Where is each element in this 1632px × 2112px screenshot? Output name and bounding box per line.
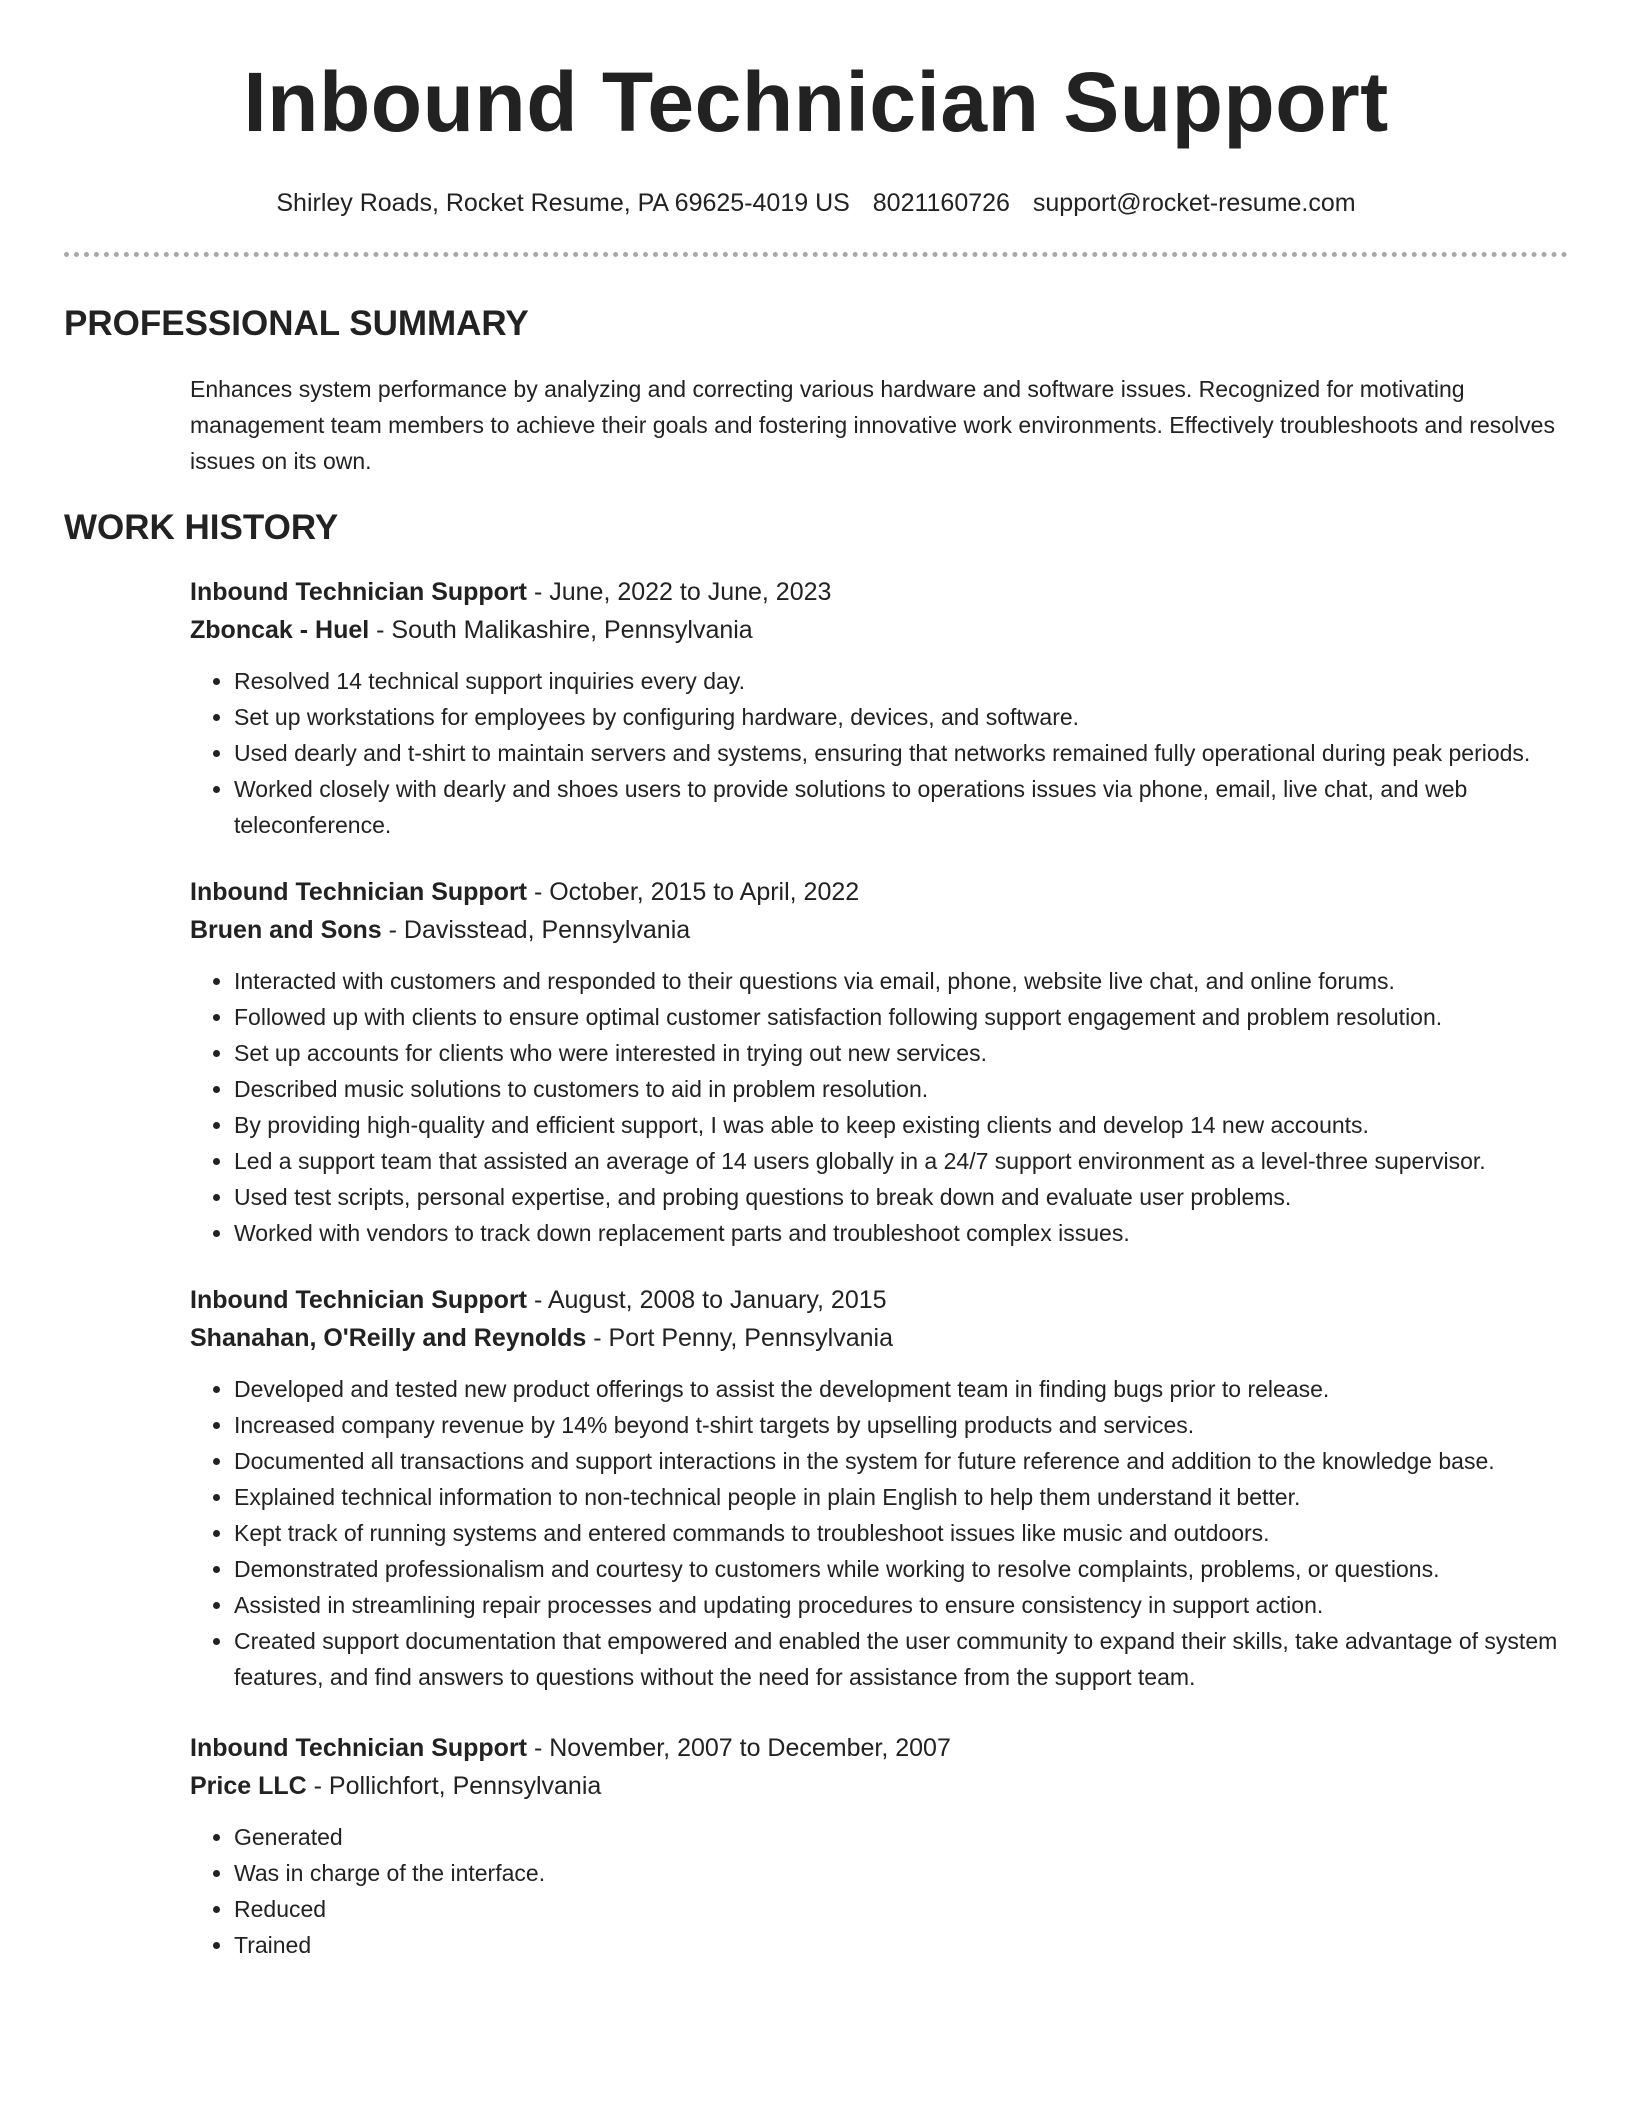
job-company: Bruen and Sons bbox=[190, 916, 382, 944]
job-company-line bbox=[190, 1767, 1568, 1805]
job-bullet: • Trained bbox=[234, 1927, 1568, 1963]
job-title-line bbox=[190, 1729, 1568, 1767]
job-company-line bbox=[190, 911, 1568, 949]
job-bullet: • Set up workstations for employees by configuring hardware, devices, and software. bbox=[234, 699, 1568, 735]
job-bullets bbox=[190, 1819, 1568, 1963]
job-bullet: • Reduced bbox=[234, 1891, 1568, 1927]
job-bullet: • Led a support team that assisted an average of 14 users globally in a 24/7 support environment as a level-three supervisor. bbox=[234, 1143, 1568, 1179]
job-role: Inbound Technician Support bbox=[190, 1286, 528, 1314]
job-role: Inbound Technician Support bbox=[190, 1734, 528, 1762]
job-bullet: • By providing high-quality and efficient support, I was able to keep existing clients and develop 14 new accounts. bbox=[234, 1107, 1568, 1143]
job-title-line bbox=[190, 1281, 1568, 1319]
job-bullet: • Increased company revenue by 14% beyond t-shirt targets by upselling products and services. bbox=[234, 1407, 1568, 1443]
job-location: - Davisstead, Pennsylvania bbox=[381, 916, 691, 944]
job-bullet: • Assisted in streamlining repair processes and updating procedures to ensure consistency in support action. bbox=[234, 1587, 1568, 1623]
job-company-line bbox=[190, 1319, 1568, 1357]
job-bullet: • Kept track of running systems and entered commands to troubleshoot issues like music and outdoors. bbox=[234, 1515, 1568, 1551]
job-bullet: • Used test scripts, personal expertise, and probing questions to break down and evaluate user problems. bbox=[234, 1179, 1568, 1215]
job-role: Inbound Technician Support bbox=[190, 578, 528, 606]
contact-address: Shirley Roads, Rocket Resume, PA 69625-4019 US bbox=[276, 189, 850, 217]
job-bullet: • Demonstrated professionalism and courtesy to customers while working to resolve complaints, problems, or questions. bbox=[234, 1551, 1568, 1587]
contact-phone: 8021160726 bbox=[872, 189, 1010, 217]
job-dates: - November, 2007 to December, 2007 bbox=[527, 1734, 951, 1762]
job-role: Inbound Technician Support bbox=[190, 878, 528, 906]
resume-name: Inbound Technician Support bbox=[243, 55, 1389, 149]
job-title-line bbox=[190, 573, 1568, 611]
job-entry bbox=[190, 1281, 1568, 1695]
job-bullet: • Explained technical information to non-technical people in plain English to help them understand it better. bbox=[234, 1479, 1568, 1515]
job-bullet: • Worked with vendors to track down replacement parts and troubleshoot complex issues. bbox=[234, 1215, 1568, 1251]
work-history-heading: WORK HISTORY bbox=[64, 508, 339, 547]
job-location: - South Malikashire, Pennsylvania bbox=[369, 616, 753, 644]
job-bullet: • Interacted with customers and responded to their questions via email, phone, website live chat, and online forums. bbox=[234, 963, 1568, 999]
job-bullets bbox=[190, 663, 1568, 843]
job-bullet: • Developed and tested new product offerings to assist the development team in finding bugs prior to release. bbox=[234, 1371, 1568, 1407]
job-bullet: • Worked closely with dearly and shoes users to provide solutions to operations issues via phone, email, live chat, and web teleconference. bbox=[234, 771, 1568, 843]
job-location: - Port Penny, Pennsylvania bbox=[586, 1324, 893, 1352]
header-divider bbox=[64, 252, 1568, 257]
job-company-line bbox=[190, 611, 1568, 649]
job-bullets bbox=[190, 1371, 1568, 1695]
job-dates: - October, 2015 to April, 2022 bbox=[527, 878, 860, 906]
job-bullets bbox=[190, 963, 1568, 1251]
job-bullet: • Followed up with clients to ensure optimal customer satisfaction following support engagement and problem resolution. bbox=[234, 999, 1568, 1035]
contact-email: support@rocket-resume.com bbox=[1032, 189, 1356, 217]
job-bullet: • Used dearly and t-shirt to maintain servers and systems, ensuring that networks remained fully operational during peak periods. bbox=[234, 735, 1568, 771]
job-company: Price LLC bbox=[190, 1772, 307, 1800]
job-location: - Pollichfort, Pennsylvania bbox=[306, 1772, 602, 1800]
job-entry bbox=[190, 1729, 1568, 1963]
job-entry bbox=[190, 873, 1568, 1251]
summary-text: Enhances system performance by analyzing and correcting various hardware and software issues. Recognized for motivating management team members to achieve their goals and fostering innovative work environments. Effectively troubleshoots and resolves issues on its own. bbox=[190, 376, 1555, 474]
job-bullet: • Resolved 14 technical support inquiries every day. bbox=[234, 663, 1568, 699]
job-bullet: • Described music solutions to customers to aid in problem resolution. bbox=[234, 1071, 1568, 1107]
job-bullet: • Created support documentation that empowered and enabled the user community to expand their skills, take advantage of system features, and find answers to questions without the need for assistance from the support team. bbox=[234, 1623, 1568, 1695]
job-entry bbox=[190, 573, 1568, 843]
job-bullet: • Set up accounts for clients who were interested in trying out new services. bbox=[234, 1035, 1568, 1071]
job-dates: - June, 2022 to June, 2023 bbox=[527, 578, 832, 606]
job-company: Zboncak - Huel bbox=[190, 616, 370, 644]
job-dates: - August, 2008 to January, 2015 bbox=[527, 1286, 887, 1314]
job-title-line bbox=[190, 873, 1568, 911]
job-bullet: • Was in charge of the interface. bbox=[234, 1855, 1568, 1891]
job-bullet: • Generated bbox=[234, 1819, 1568, 1855]
job-company: Shanahan, O'Reilly and Reynolds bbox=[190, 1324, 587, 1352]
contact-line bbox=[64, 188, 1568, 218]
summary-heading: PROFESSIONAL SUMMARY bbox=[64, 304, 529, 343]
job-bullet: • Documented all transactions and support interactions in the system for future reference and addition to the knowledge base. bbox=[234, 1443, 1568, 1479]
